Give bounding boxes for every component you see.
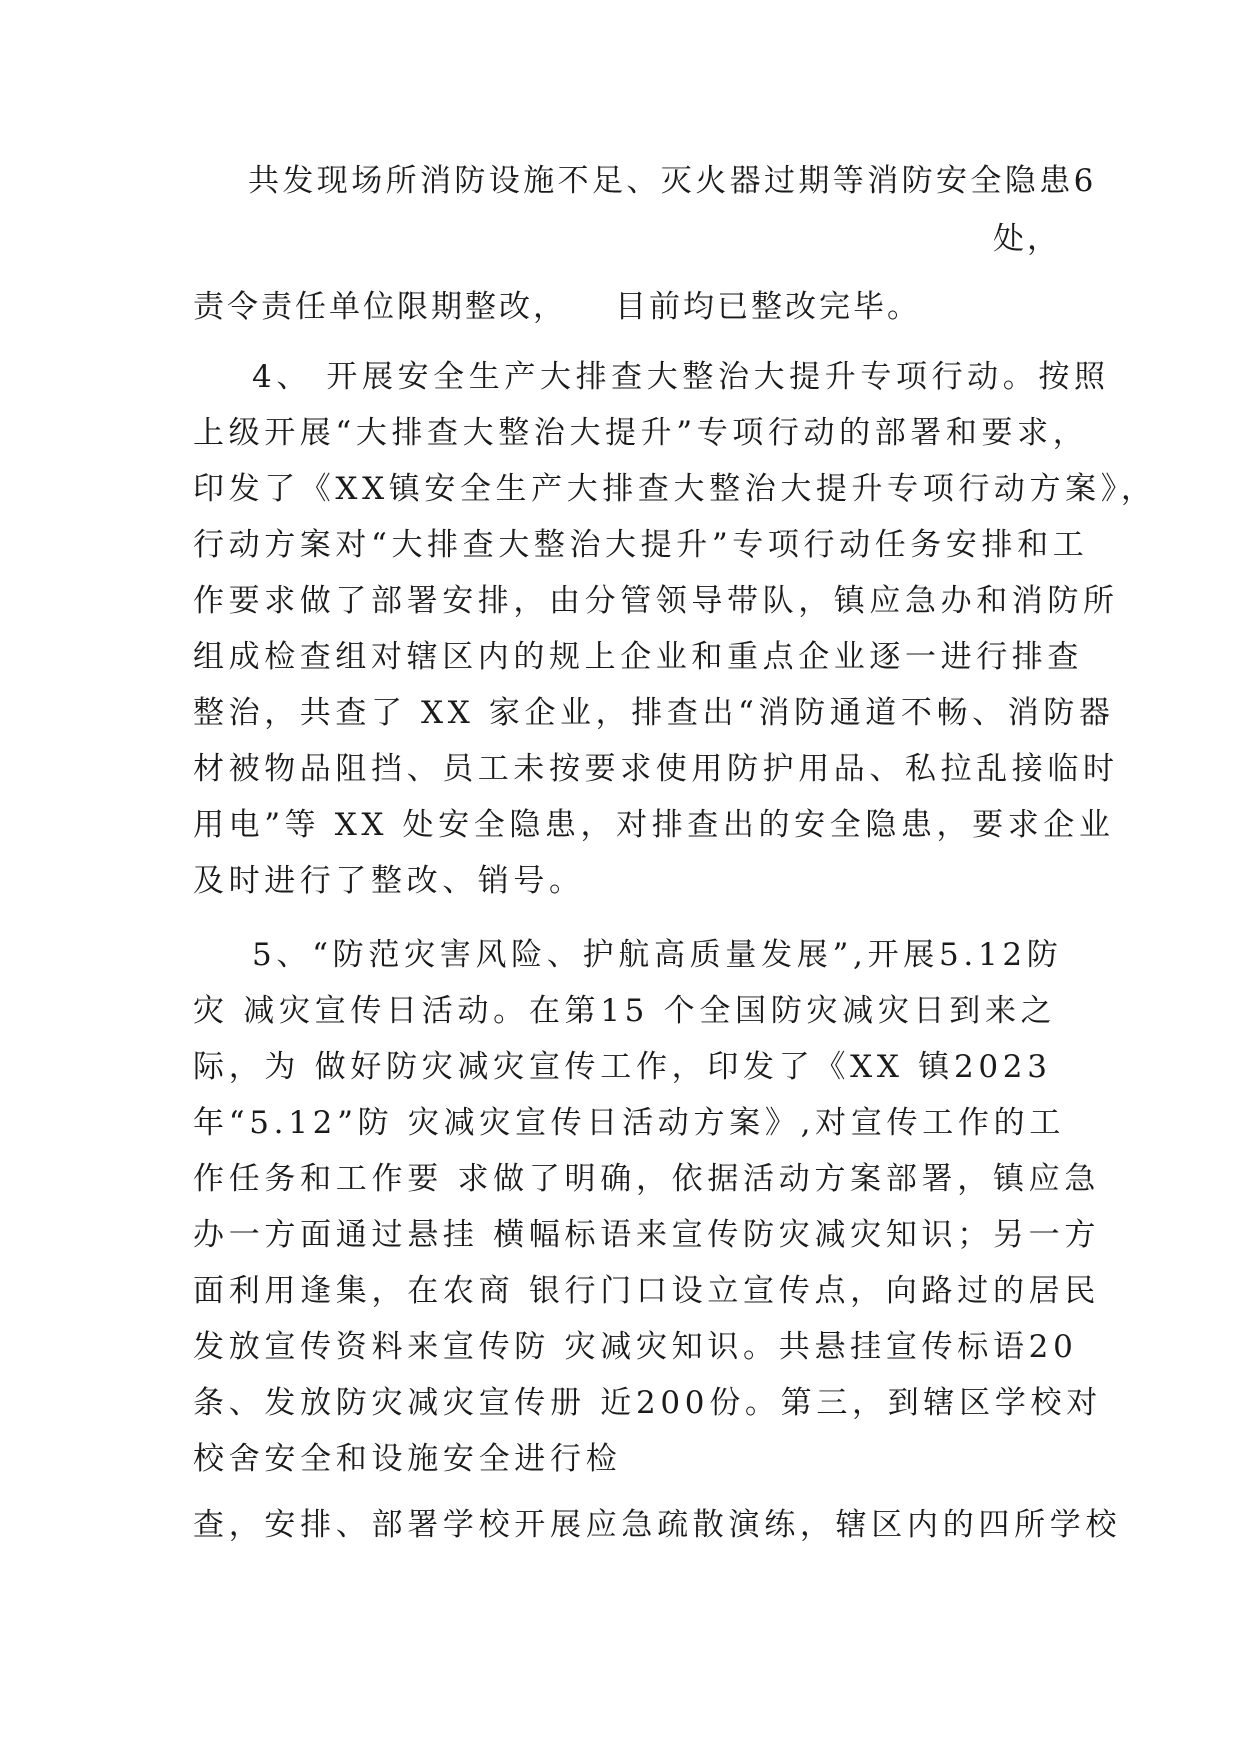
paragraph-line: 共发现场所消防设施不足、灭火器过期等消防安全隐患6 bbox=[248, 163, 1097, 199]
paragraph-line: 及时进行了整改、销号。 bbox=[193, 863, 585, 899]
paragraph-line: 灾 减灾宣传日活动。在第15 个全国防灾减灾日到来之 bbox=[193, 993, 1057, 1029]
paragraph-line: 际，为 做好防灾减灾宣传工作，印发了《XX 镇2023 bbox=[193, 1049, 1052, 1085]
paragraph-line: 上级开展“大排查大整治大提升”专项行动的部署和要求， bbox=[193, 415, 1089, 451]
paragraph-line: 行动方案对“大排查大整治大提升”专项行动任务安排和工 bbox=[193, 527, 1089, 563]
paragraph-line: 校舍安全和设施安全进行检 bbox=[193, 1441, 622, 1477]
paragraph-line: 年“5.12”防 灾减灾宣传日活动方案》,对宣传工作的工 bbox=[193, 1105, 1066, 1141]
paragraph-line: 作任务和工作要 求做了明确，依据活动方案部署，镇应急 bbox=[193, 1161, 1101, 1197]
paragraph-line: 用电”等 XX 处安全隐患，对排查出的安全隐患，要求企业 bbox=[193, 807, 1115, 843]
paragraph-line: 组成检查组对辖区内的规上企业和重点企业逐一进行排查 bbox=[193, 639, 1083, 675]
paragraph-line: 查，安排、部署学校开展应急疏散演练，辖区内的四所学校 bbox=[193, 1507, 1122, 1543]
paragraph-line: 5、“防范灾害风险、护航高质量发展”,开展5.12防 bbox=[252, 937, 1063, 973]
paragraph-line: 整治，共查了 XX 家企业，排查出“消防通道不畅、消防器 bbox=[193, 695, 1115, 731]
paragraph-line: 面利用逢集，在农商 银行门口设立宣传点，向路过的居民 bbox=[193, 1273, 1101, 1309]
paragraph-line: 办一方面通过悬挂 横幅标语来宣传防灾减灾知识；另一方 bbox=[193, 1217, 1101, 1253]
paragraph-line: 作要求做了部署安排，由分管领导带队，镇应急办和消防所 bbox=[193, 583, 1119, 619]
paragraph-line: 印发了《XX镇安全生产大排查大整治大提升专项行动方案》， bbox=[193, 471, 1157, 507]
paragraph-line: 处， bbox=[993, 221, 1061, 257]
line-segment: 责令责任单位限期整改， bbox=[193, 289, 567, 325]
paragraph-line: 发放宣传资料来宣传防 灾减灾知识。共悬挂宣传标语20 bbox=[193, 1329, 1078, 1365]
paragraph-line: 条、发放防灾减灾宣传册 近200份。第三，到辖区学校对 bbox=[193, 1385, 1102, 1421]
paragraph-line bbox=[193, 287, 921, 327]
paragraph-line: 4、 开展安全生产大排查大整治大提升专项行动。按照 bbox=[252, 359, 1110, 395]
paragraph-line: 材被物品阻挡、员工未按要求使用防护用品、私拉乱接临时 bbox=[193, 751, 1119, 787]
line-segment: 目前均已整改完毕。 bbox=[615, 289, 921, 325]
